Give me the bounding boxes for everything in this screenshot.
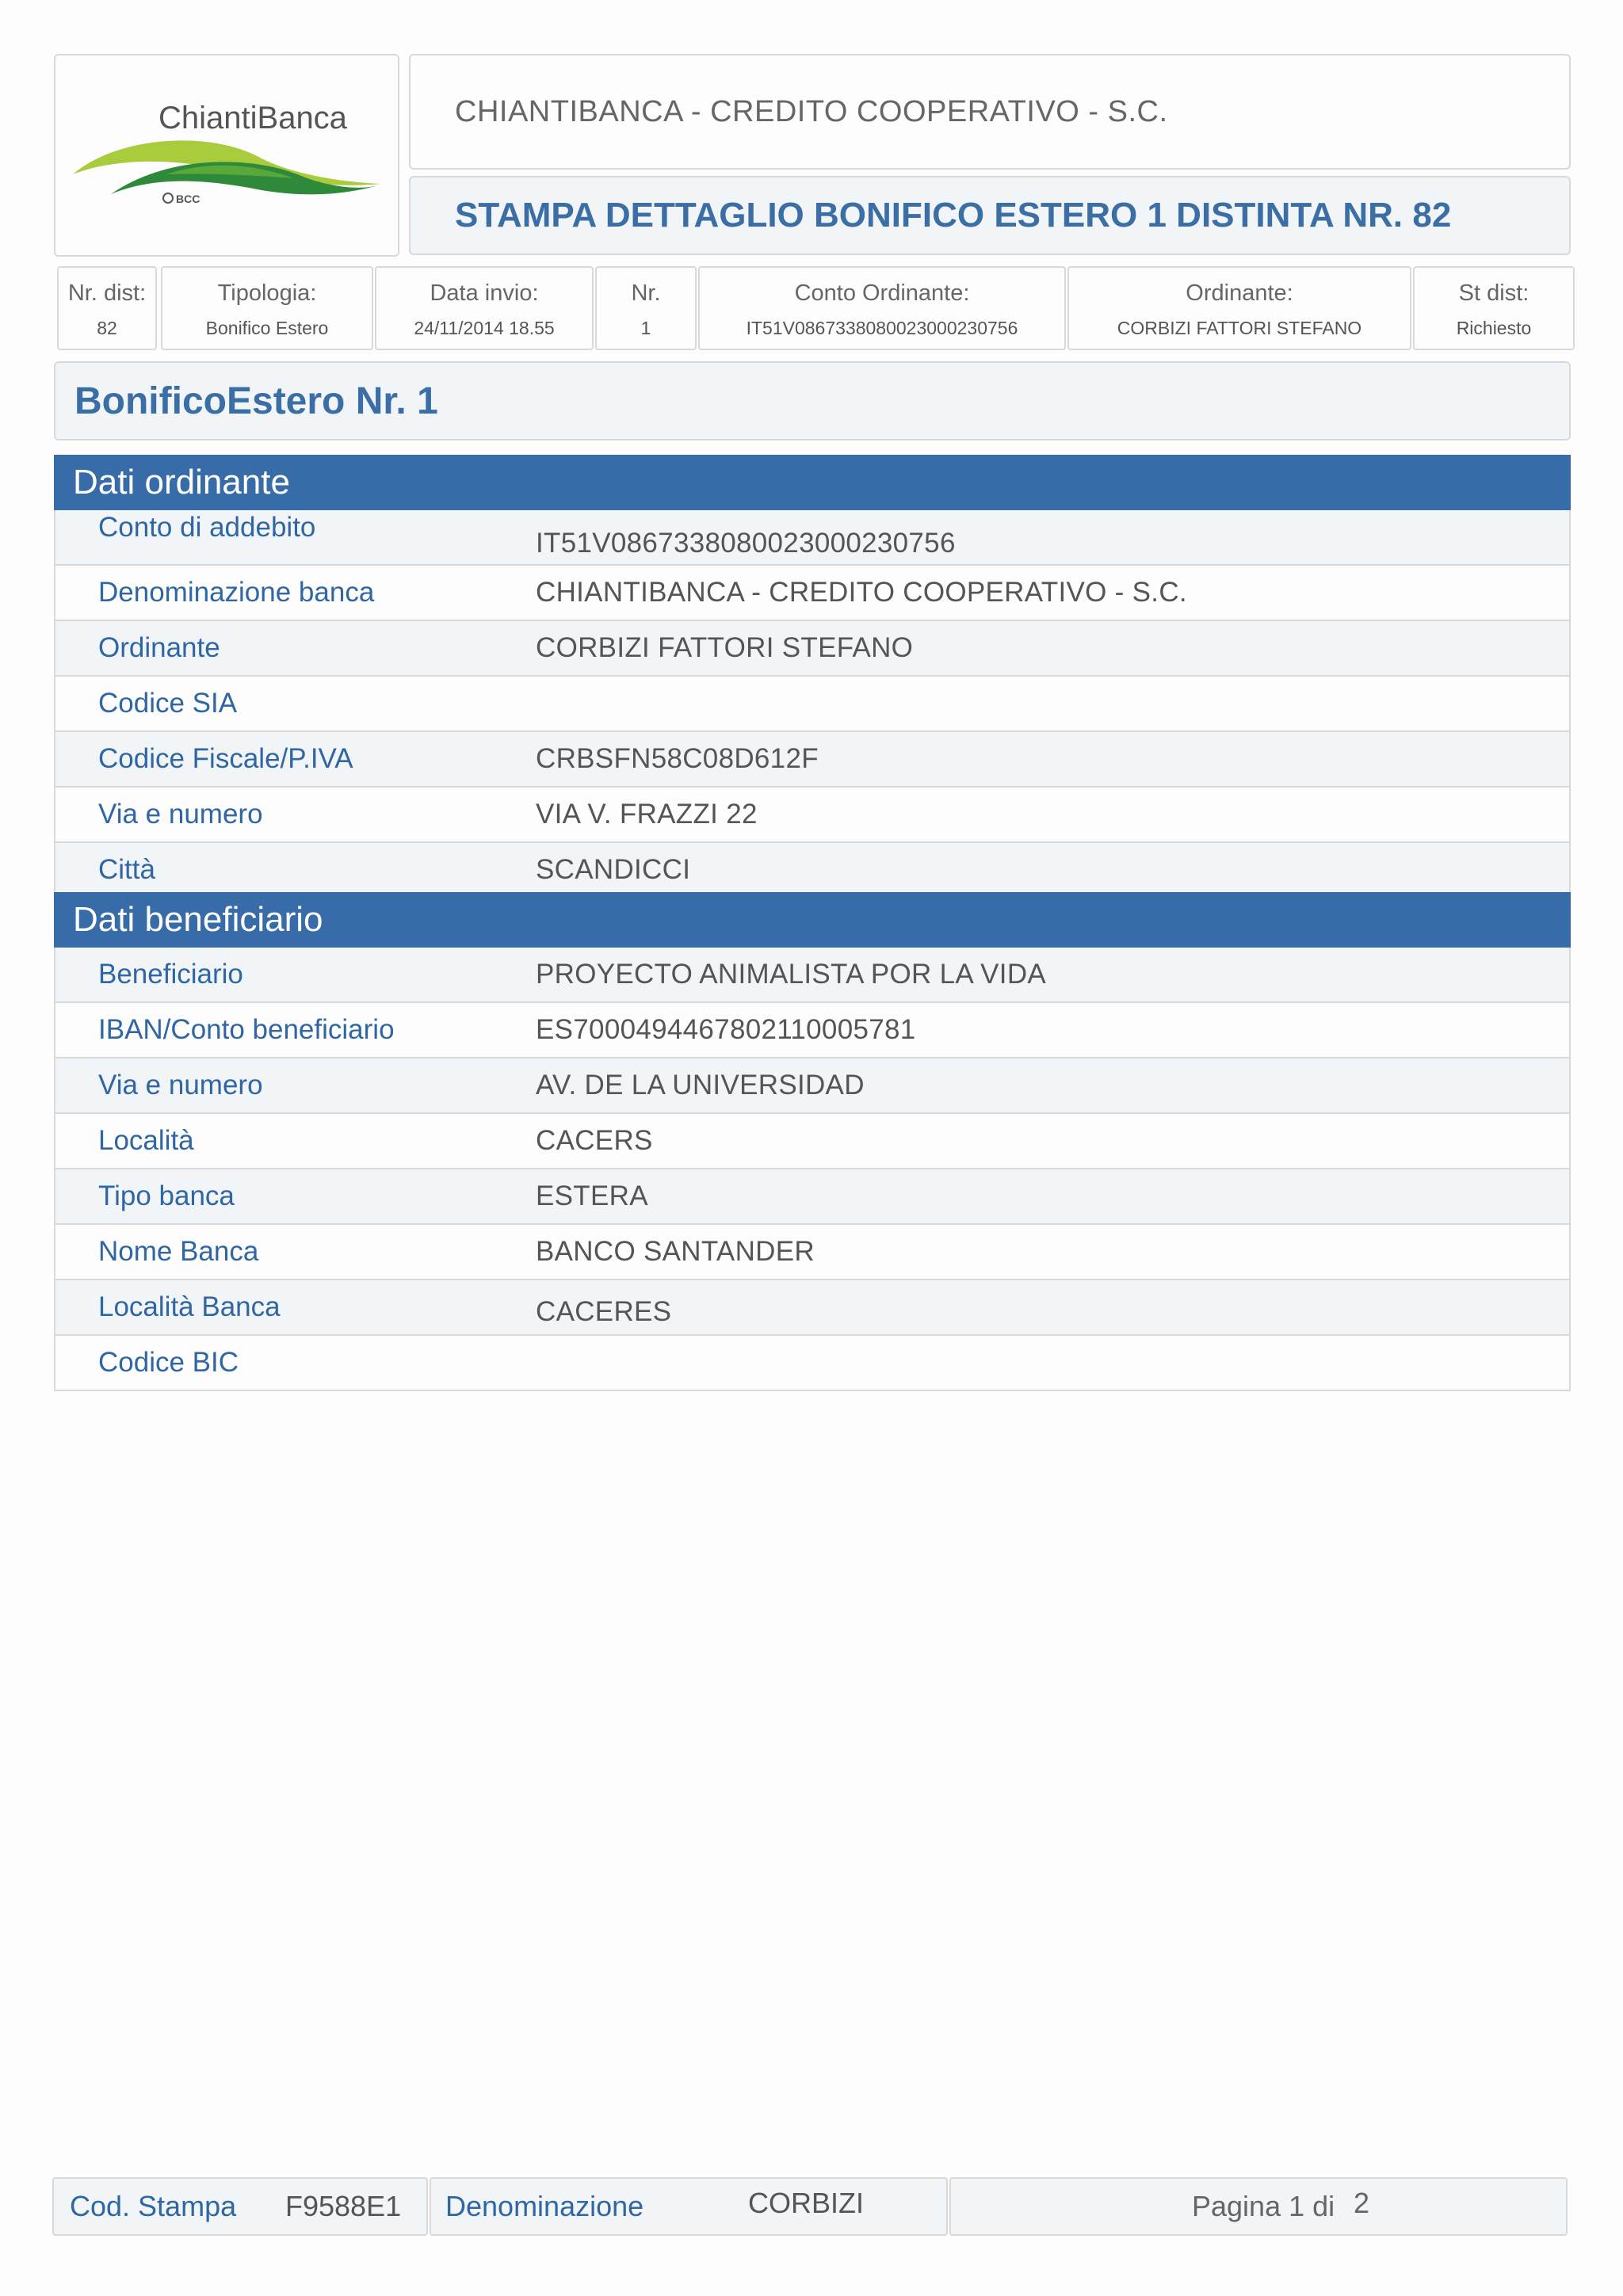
field-label: Denominazione banca [98, 577, 375, 608]
footer-cod-value: F9588E1 [285, 2190, 402, 2222]
summary-nr [595, 266, 697, 350]
field-label: Beneficiario [98, 959, 243, 990]
table-row [54, 621, 1571, 677]
table-row [54, 843, 1571, 898]
footer-den-label: Denominazione [445, 2190, 644, 2222]
table-row [54, 1336, 1571, 1391]
field-value: AV. DE LA UNIVERSIDAD [536, 1070, 865, 1100]
table-row [54, 1169, 1571, 1225]
field-label: Codice SIA [98, 688, 238, 719]
page-title: STAMPA DETTAGLIO BONIFICO ESTERO 1 DISTINTA NR. 82 [409, 176, 1571, 255]
field-label: Via e numero [98, 799, 263, 830]
summary-value: IT51V0867338080023000230756 [746, 318, 1018, 338]
footer-page-total: 2 [1354, 2187, 1370, 2219]
footer-pagination [949, 2177, 1568, 2236]
field-value: CRBSFN58C08D612F [536, 743, 819, 774]
summary-tipologia [161, 266, 373, 350]
table-row [54, 1280, 1571, 1336]
bank-logo-box [54, 54, 399, 257]
field-value: CORBIZI FATTORI STEFANO [536, 632, 914, 663]
summary-conto-ordinante [698, 266, 1066, 350]
summary-label: Tipologia: [217, 280, 317, 306]
logo-bcc-text: BCC [176, 193, 200, 205]
bank-name: CHIANTIBANCA - CREDITO COOPERATIVO - S.C. [409, 54, 1571, 170]
field-label: Codice BIC [98, 1347, 239, 1378]
field-value: VIA V. FRAZZI 22 [536, 799, 758, 830]
table-row [54, 566, 1571, 621]
field-label: Nome Banca [98, 1236, 259, 1267]
field-label: Località Banca [98, 1291, 281, 1322]
summary-value: 82 [97, 318, 117, 338]
bcc-icon [163, 193, 173, 203]
summary-value: CORBIZI FATTORI STEFANO [1117, 318, 1362, 338]
footer-cod-label: Cod. Stampa [70, 2190, 237, 2222]
summary-nr-dist [57, 266, 157, 350]
field-label: Conto di addebito [98, 512, 316, 543]
summary-label: Conto Ordinante: [794, 280, 970, 306]
summary-value: 24/11/2014 18.55 [414, 318, 555, 338]
summary-label: St dist: [1458, 280, 1529, 306]
summary-label: Data invio: [430, 280, 539, 306]
footer-denominazione [430, 2177, 948, 2236]
field-value: SCANDICCI [536, 854, 691, 885]
field-value: CACERS [536, 1125, 653, 1156]
table-row [54, 1003, 1571, 1058]
summary-data-invio [375, 266, 594, 350]
table-row [54, 510, 1571, 566]
field-label: IBAN/Conto beneficiario [98, 1014, 395, 1045]
footer-cod-stampa [52, 2177, 428, 2236]
summary-ordinante [1067, 266, 1411, 350]
field-label: Località [98, 1125, 194, 1156]
field-label: Città [98, 854, 155, 885]
summary-st-dist [1413, 266, 1575, 350]
table-row [54, 948, 1571, 1003]
field-value: PROYECTO ANIMALISTA POR LA VIDA [536, 959, 1047, 990]
field-label: Tipo banca [98, 1180, 235, 1211]
field-label: Via e numero [98, 1070, 263, 1100]
footer-page-label: Pagina 1 di [1192, 2190, 1335, 2222]
field-value: IT51V0867338080023000230756 [536, 528, 956, 559]
logo-wordmark: ChiantiBanca [158, 101, 347, 135]
summary-value: Bonifico Estero [205, 318, 329, 338]
table-row [54, 677, 1571, 732]
table-row [54, 788, 1571, 843]
field-value: ESTERA [536, 1180, 648, 1211]
section-dati-beneficiario: Dati beneficiario [54, 892, 1571, 948]
section-dati-ordinante: Dati ordinante [54, 455, 1571, 510]
field-value: BANCO SANTANDER [536, 1236, 815, 1267]
field-value: CHIANTIBANCA - CREDITO COOPERATIVO - S.C. [536, 577, 1187, 608]
bank-logo [55, 55, 398, 255]
table-row [54, 1058, 1571, 1114]
table-row [54, 1225, 1571, 1280]
summary-label: Nr. [631, 280, 661, 306]
summary-label: Nr. dist: [67, 280, 147, 306]
field-label: Ordinante [98, 632, 220, 663]
table-row [54, 732, 1571, 788]
summary-label: Ordinante: [1186, 280, 1293, 306]
footer-den-value: CORBIZI [748, 2187, 865, 2219]
bonifico-title: BonificoEstero Nr. 1 [54, 361, 1571, 441]
field-label: Codice Fiscale/P.IVA [98, 743, 353, 774]
summary-value: Richiesto [1456, 318, 1532, 338]
table-row [54, 1114, 1571, 1169]
summary-value: 1 [640, 318, 651, 338]
field-value: CACERES [536, 1296, 672, 1327]
field-value: ES7000494467802110005781 [536, 1014, 916, 1045]
